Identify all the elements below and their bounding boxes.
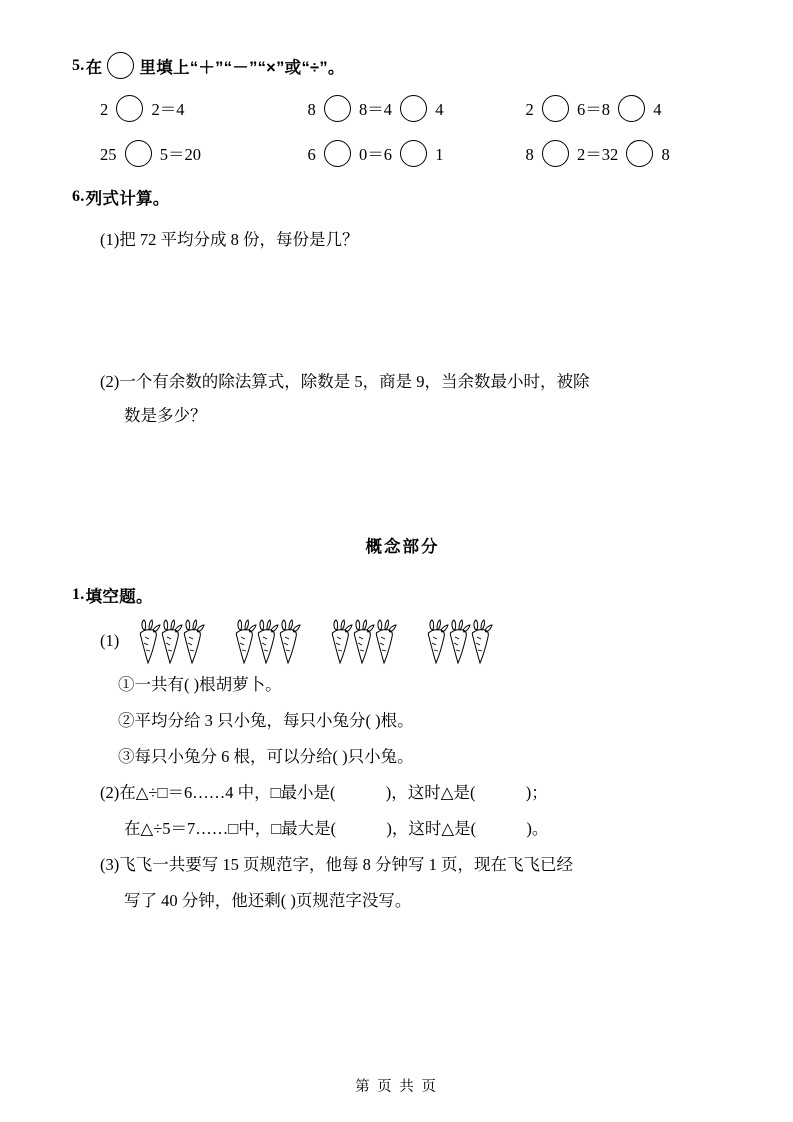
- exercise-6-item-1: (1)把 72 平均分成 8 份，每份是几？: [100, 230, 359, 249]
- exercise-5-item: [308, 95, 526, 122]
- item-2-text-b: )，这时△是(: [385, 783, 476, 802]
- exercise-5-title-post: 里填上“＋”“－”“×”或“÷”。: [139, 58, 345, 77]
- exercise-6-item-2-line-2: 数是多少？: [124, 406, 207, 425]
- carrot-icon: [372, 619, 398, 665]
- operand: 2＝32: [576, 145, 619, 164]
- concept-1-sub-item-1: ①一共有( )根胡萝卜。: [118, 675, 282, 694]
- answer-space[interactable]: [100, 257, 733, 365]
- concept-1-item-3-line-1: (3)飞飞一共要写 15 页规范字，他每 8 分钟写 1 页，现在飞飞已经: [100, 855, 573, 874]
- item-2-text-d: 在△÷5＝7……□中，□最大是(: [124, 819, 337, 838]
- exercise-5-item: [100, 95, 308, 122]
- circle-blank-icon[interactable]: [618, 95, 645, 122]
- exercise-6-number: 6.: [72, 188, 85, 205]
- exercise-5-title-pre: 在: [85, 58, 103, 77]
- carrot-group: [136, 619, 202, 665]
- concept-1-sub-item-2: ②平均分给 3 只小兔，每只小兔分( )根。: [118, 711, 414, 730]
- circle-blank-icon[interactable]: [107, 52, 134, 79]
- carrot-group: [328, 619, 394, 665]
- concept-1-item-2-line-2: [100, 811, 733, 847]
- exercise-5-item: [308, 140, 526, 167]
- operand: 2: [525, 100, 534, 119]
- carrot-illustration-row: [100, 617, 733, 665]
- circle-blank-icon[interactable]: [324, 140, 351, 167]
- page-footer: 第 页 共 页: [355, 1079, 438, 1095]
- operand: 1: [435, 145, 444, 164]
- concept-1-sub-item-3: ③每只小兔分 6 根，可以分给( )只小兔。: [118, 747, 414, 766]
- operand: 2: [100, 100, 109, 119]
- carrot-group: [424, 619, 490, 665]
- concept-1-number: 1.: [72, 586, 85, 603]
- operand: 4: [435, 100, 444, 119]
- circle-blank-icon[interactable]: [542, 95, 569, 122]
- circle-blank-icon[interactable]: [542, 140, 569, 167]
- circle-blank-icon[interactable]: [116, 95, 143, 122]
- exercise-6-body: [72, 223, 733, 525]
- circle-blank-icon[interactable]: [400, 140, 427, 167]
- carrot-group: [232, 619, 298, 665]
- section-title: 概念部分: [365, 538, 440, 556]
- carrot-icon: [180, 619, 206, 665]
- circle-blank-icon[interactable]: [626, 140, 653, 167]
- concept-1-body: [72, 617, 733, 919]
- item-1-label: (1): [100, 631, 120, 650]
- carrot-icon: [276, 619, 302, 665]
- operand: 8＝4: [359, 100, 393, 119]
- operand: 8: [661, 145, 670, 164]
- operand: 2＝4: [151, 100, 185, 119]
- concept-1-title: 填空题。: [85, 588, 153, 606]
- operand: 5＝20: [159, 145, 201, 164]
- exercise-5-row: [100, 95, 733, 122]
- exercise-6-heading: [72, 185, 733, 209]
- circle-blank-icon[interactable]: [324, 95, 351, 122]
- exercise-5-body: [72, 95, 733, 167]
- answer-space[interactable]: [100, 433, 733, 525]
- operand: 25: [100, 145, 117, 164]
- item-2-text-e: )，这时△是(: [386, 819, 477, 838]
- exercise-5-row: [100, 140, 733, 167]
- concept-1-item-3-line-2: 写了 40 分钟，他还剩( )页规范字没写。: [124, 891, 412, 910]
- item-2-text-a: (2)在△÷□＝6……4 中，□最小是(: [100, 783, 336, 802]
- operand: 6: [307, 145, 316, 164]
- carrot-icon: [468, 619, 494, 665]
- exercise-5-number: 5.: [72, 56, 85, 74]
- exercise-6-title: 列式计算。: [85, 190, 170, 208]
- concept-1-item-2-line-1: [100, 775, 733, 811]
- exercise-5-item: [100, 140, 308, 167]
- exercise-5-heading: [72, 52, 733, 79]
- operand: 4: [653, 100, 662, 119]
- circle-blank-icon[interactable]: [125, 140, 152, 167]
- exercise-5-item: [525, 95, 733, 122]
- operand: 8: [307, 100, 316, 119]
- exercise-5-item: [525, 140, 733, 167]
- concept-1-heading: [72, 583, 733, 607]
- exercise-6-item-2-line-1: (2)一个有余数的除法算式，除数是 5，商是 9，当余数最小时，被除: [100, 372, 590, 391]
- operand: 6＝8: [576, 100, 610, 119]
- operand: 8: [525, 145, 534, 164]
- item-2-text-f: )。: [526, 819, 549, 838]
- item-2-text-c: )；: [525, 783, 548, 802]
- circle-blank-icon[interactable]: [400, 95, 427, 122]
- operand: 0＝6: [359, 145, 393, 164]
